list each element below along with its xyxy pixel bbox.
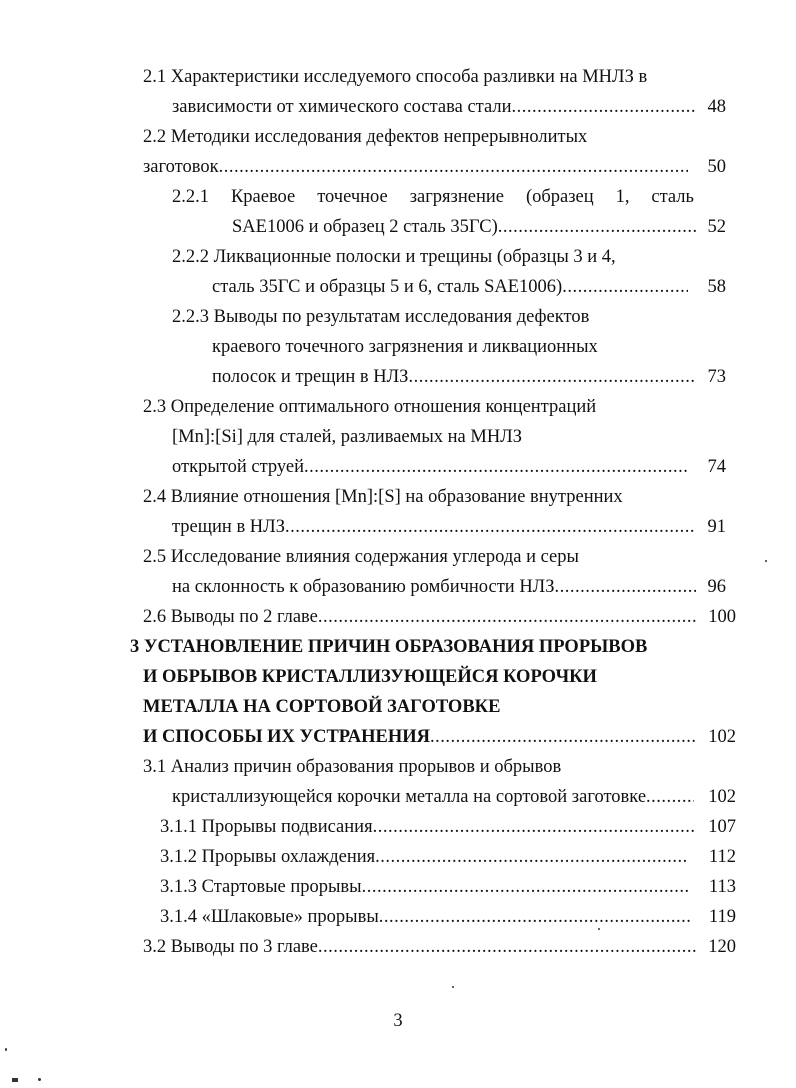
toc-3-1-4-title: 3.1.4 «Шлаковые» прорывы bbox=[160, 907, 379, 927]
toc-3-1-title: 3.1 Анализ причин образования прорывов и обрывов bbox=[143, 757, 562, 777]
toc-2-2-3-title-cont: краевого точечного загрязнения и ликвационных bbox=[212, 337, 598, 357]
dot-leader bbox=[555, 576, 696, 598]
toc-2-5-page: 96 bbox=[707, 577, 726, 597]
dot-leader bbox=[362, 876, 690, 898]
dot-leader bbox=[304, 456, 688, 478]
toc-2-2-2-leader bbox=[212, 276, 688, 298]
toc-2-5-title-cont: на склонность к образованию ромбичности НЛЗ bbox=[172, 577, 555, 597]
toc-2-4-title: 2.4 Влияние отношения [Mn]:[S] на образование внутренних bbox=[143, 487, 623, 507]
toc-3-2-page: 120 bbox=[708, 937, 736, 957]
toc-2-4-page: 91 bbox=[707, 517, 726, 537]
toc-2-3-title: 2.3 Определение оптимального отношения концентраций bbox=[143, 397, 597, 417]
toc-3-1-3-leader bbox=[160, 876, 690, 898]
toc-2-5-leader bbox=[172, 576, 696, 598]
toc-2-3-leader bbox=[172, 456, 688, 478]
toc-3-1-1-title: 3.1.1 Прорывы подвисания bbox=[160, 817, 373, 837]
toc-2-6-leader bbox=[143, 606, 696, 628]
toc-2-2-leader bbox=[143, 156, 688, 178]
toc-3-1-4-leader bbox=[160, 906, 690, 928]
toc-word: точечное bbox=[317, 187, 388, 207]
toc-2-2-1-title bbox=[172, 186, 694, 208]
toc-ch3-title-end: И СПОСОБЫ ИХ УСТРАНЕНИЯ bbox=[143, 727, 430, 747]
toc-2-2-3-page: 73 bbox=[707, 367, 726, 387]
toc-2-1-title-cont: зависимости от химического состава стали bbox=[172, 97, 512, 117]
toc-2-3-title-end: открытой струей bbox=[172, 457, 305, 477]
toc-2-4-leader bbox=[172, 516, 696, 538]
page-number: 3 bbox=[393, 1011, 403, 1031]
dot-leader bbox=[318, 936, 696, 958]
toc-2-3-title-cont: [Mn]:[Si] для сталей, разливаемых на МНЛЗ bbox=[172, 427, 522, 447]
dot-leader bbox=[408, 366, 696, 388]
toc-3-2-title: 3.2 Выводы по 3 главе bbox=[143, 937, 318, 957]
toc-2-2-1-number: 2.2.1 bbox=[172, 187, 209, 207]
toc-2-1-title: 2.1 Характеристики исследуемого способа разливки на МНЛЗ в bbox=[143, 67, 648, 87]
toc-ch3-page: 102 bbox=[708, 727, 736, 747]
toc-word: 1, bbox=[615, 187, 630, 207]
dot-leader bbox=[562, 276, 688, 298]
toc-3-1-page: 102 bbox=[708, 787, 736, 807]
toc-3-1-2-leader bbox=[160, 846, 688, 868]
dot-leader bbox=[646, 786, 694, 808]
toc-3-2-leader bbox=[143, 936, 696, 958]
toc-2-3-page: 74 bbox=[707, 457, 726, 477]
toc-3-1-2-page: 112 bbox=[708, 847, 736, 867]
scan-speck bbox=[5, 1048, 7, 1051]
toc-ch3-leader bbox=[143, 726, 696, 748]
toc-word: сталь bbox=[651, 187, 694, 207]
toc-3-1-1-leader bbox=[160, 816, 696, 838]
toc-3-1-title-cont: кристаллизующейся корочки металла на сортовой заготовке bbox=[172, 787, 647, 807]
toc-2-2-page: 50 bbox=[707, 157, 726, 177]
scan-speck bbox=[452, 986, 454, 988]
toc-2-2-3-leader bbox=[212, 366, 696, 388]
toc-2-2-1-title-cont: SAE1006 и образец 2 сталь 35ГС) bbox=[232, 217, 498, 237]
toc-2-2-2-page: 58 bbox=[707, 277, 726, 297]
toc-word: загрязнение bbox=[409, 187, 504, 207]
toc-ch3-title-cont: И ОБРЫВОВ КРИСТАЛЛИЗУЮЩЕЙСЯ КОРОЧКИ bbox=[143, 667, 597, 687]
toc-2-6-page: 100 bbox=[708, 607, 736, 627]
toc-ch3-title: 3 УСТАНОВЛЕНИЕ ПРИЧИН ОБРАЗОВАНИЯ ПРОРЫВОВ bbox=[130, 637, 648, 657]
toc-3-1-leader bbox=[172, 786, 694, 808]
toc-2-2-title: 2.2 Методики исследования дефектов непрерывнолитых bbox=[143, 127, 588, 147]
toc-2-2-3-title: 2.2.3 Выводы по результатам исследования дефектов bbox=[172, 307, 590, 327]
toc-word: Краевое bbox=[230, 187, 296, 207]
scan-speck bbox=[12, 1078, 18, 1082]
toc-2-2-3-title-end: полосок и трещин в НЛЗ bbox=[212, 367, 409, 387]
toc-2-1-page: 48 bbox=[707, 97, 726, 117]
toc-2-2-1-page: 52 bbox=[707, 217, 726, 237]
toc-2-2-title-cont: заготовок bbox=[143, 157, 219, 177]
dot-leader bbox=[498, 216, 696, 238]
toc-3-1-1-page: 107 bbox=[708, 817, 736, 837]
dot-leader bbox=[373, 816, 696, 838]
dot-leader bbox=[375, 846, 688, 868]
dot-leader bbox=[511, 96, 696, 118]
scan-speck bbox=[38, 1078, 41, 1081]
toc-3-1-2-title: 3.1.2 Прорывы охлаждения bbox=[160, 847, 376, 867]
toc-2-2-2-title: 2.2.2 Ликвационные полоски и трещины (образцы 3 и 4, bbox=[172, 247, 616, 267]
toc-ch3-title-cont2: МЕТАЛЛА НА СОРТОВОЙ ЗАГОТОВКЕ bbox=[143, 697, 501, 717]
toc-3-1-4-page: 119 bbox=[708, 907, 736, 927]
toc-2-2-1-leader bbox=[232, 216, 696, 238]
toc-2-6-title: 2.6 Выводы по 2 главе bbox=[143, 607, 318, 627]
dot-leader bbox=[430, 726, 696, 748]
dot-leader bbox=[285, 516, 696, 538]
toc-2-1-leader bbox=[172, 96, 696, 118]
toc-3-1-3-page: 113 bbox=[708, 877, 736, 897]
dot-leader bbox=[318, 606, 696, 628]
scan-speck bbox=[765, 560, 767, 562]
scan-speck bbox=[598, 928, 600, 930]
toc-2-4-title-cont: трещин в НЛЗ bbox=[172, 517, 285, 537]
toc-3-1-3-title: 3.1.3 Стартовые прорывы bbox=[160, 877, 362, 897]
toc-2-2-2-title-cont: сталь 35ГС и образцы 5 и 6, сталь SAE1006) bbox=[212, 277, 563, 297]
toc-word: (образец bbox=[525, 187, 594, 207]
dot-leader bbox=[219, 156, 688, 178]
dot-leader bbox=[379, 906, 690, 928]
toc-2-5-title: 2.5 Исследование влияния содержания углерода и серы bbox=[143, 547, 579, 567]
